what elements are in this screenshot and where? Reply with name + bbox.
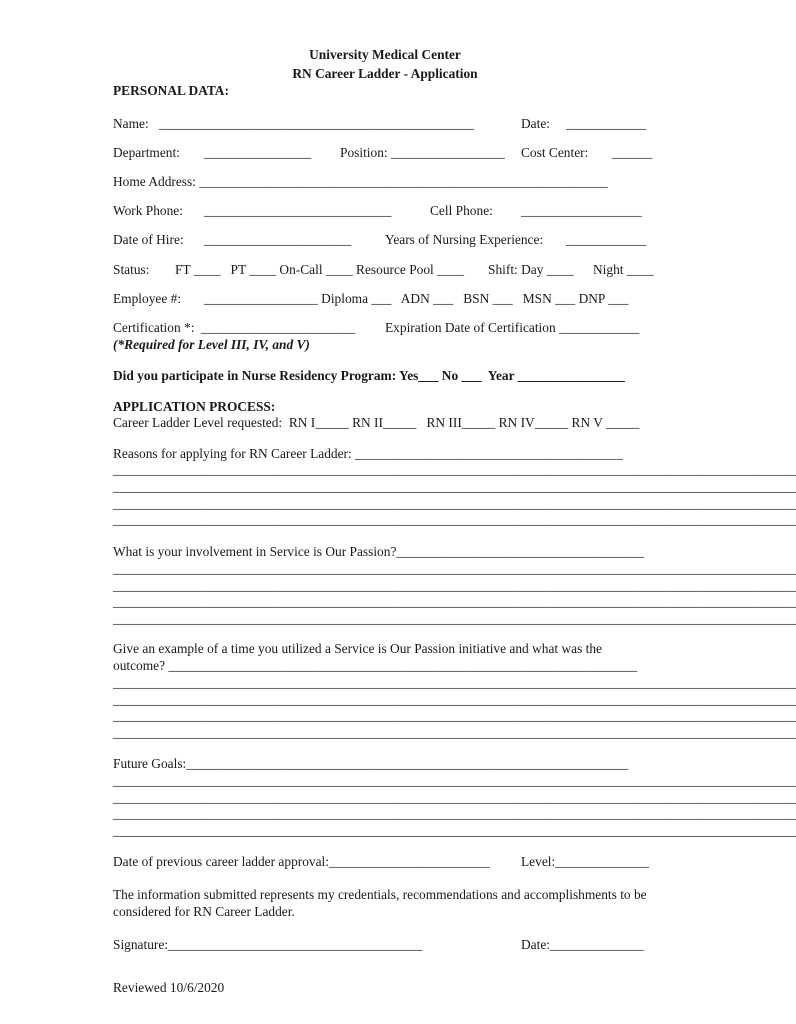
previous-approval-field[interactable]: Date of previous career ladder approval:________________________ xyxy=(113,854,490,869)
involvement-field[interactable]: What is your involvement in Service is Our Passion?_____________________________________ xyxy=(113,544,645,559)
example-answer-line[interactable]: ______________________________________________________________________________________________________ xyxy=(113,692,796,707)
cost-center-field[interactable]: ______ xyxy=(612,145,653,160)
example-answer-line[interactable]: ______________________________________________________________________________________________________ xyxy=(113,675,796,690)
department-label: Department: xyxy=(113,145,180,160)
status-label: Status: xyxy=(113,262,150,277)
cell-phone-label: Cell Phone: xyxy=(430,203,493,218)
involvement-answer-line[interactable]: ______________________________________________________________________________________________________ xyxy=(113,611,796,626)
example-answer-line[interactable]: ______________________________________________________________________________________________________ xyxy=(113,725,796,740)
name-label: Name: xyxy=(113,116,149,131)
personal-data-heading: PERSONAL DATA: xyxy=(113,83,229,98)
name-field[interactable]: _______________________________________________ xyxy=(159,116,474,131)
future-goals-answer-line[interactable]: ______________________________________________________________________________________________________ xyxy=(113,806,796,821)
attestation-statement: The information submitted represents my credentials, recommendations and accomplishments to be considered for RN Career Ladder. xyxy=(113,887,647,919)
hire-date-label: Date of Hire: xyxy=(113,232,184,247)
reviewed-date: Reviewed 10/6/2020 xyxy=(113,980,225,995)
shift-night-field[interactable]: Night ____ xyxy=(593,262,654,277)
organization-name: University Medical Center xyxy=(309,47,461,62)
signature-date-field[interactable]: Date:______________ xyxy=(521,937,644,952)
nursing-years-label: Years of Nursing Experience: xyxy=(385,232,544,247)
certification-expiration-field[interactable]: Expiration Date of Certification ____________ xyxy=(385,320,640,335)
position-field[interactable]: Position: _________________ xyxy=(340,145,505,160)
certification-field[interactable]: Certification *: _______________________ xyxy=(113,320,356,335)
form-title: RN Career Ladder - Application xyxy=(292,66,478,81)
home-address-field[interactable]: Home Address: _____________________________________________________________ xyxy=(113,174,608,189)
required-note: (*Required for Level III, IV, and V) xyxy=(113,337,310,352)
example-question: Give an example of a time you utilized a Service is Our Passion initiative and what was the xyxy=(113,641,603,656)
example-field[interactable]: outcome? ______________________________________________________________________ xyxy=(113,658,638,673)
reasons-field[interactable]: Reasons for applying for RN Career Ladder: ________________________________________ xyxy=(113,446,623,461)
employee-number-label: Employee #: xyxy=(113,291,182,306)
reasons-answer-line[interactable]: ______________________________________________________________________________________________________ xyxy=(113,479,796,494)
reasons-answer-line[interactable]: ______________________________________________________________________________________________________ xyxy=(113,512,796,527)
involvement-answer-line[interactable]: ______________________________________________________________________________________________________ xyxy=(113,561,796,576)
reasons-answer-line[interactable]: ______________________________________________________________________________________________________ xyxy=(113,496,796,511)
date-label: Date: xyxy=(521,116,550,131)
future-goals-answer-line[interactable]: ______________________________________________________________________________________________________ xyxy=(113,823,796,838)
signature-field[interactable]: Signature:______________________________________ xyxy=(113,937,423,952)
date-field[interactable]: ____________ xyxy=(566,116,647,131)
future-goals-field[interactable]: Future Goals:__________________________________________________________________ xyxy=(113,756,629,771)
residency-question[interactable]: Did you participate in Nurse Residency Program: Yes___ No ___ Year ________________ xyxy=(113,368,625,383)
department-field[interactable]: ________________ xyxy=(204,145,312,160)
cell-phone-field[interactable]: __________________ xyxy=(521,203,642,218)
involvement-answer-line[interactable]: ______________________________________________________________________________________________________ xyxy=(113,578,796,593)
shift-day-field[interactable]: Shift: Day ____ xyxy=(488,262,574,277)
future-goals-answer-line[interactable]: ______________________________________________________________________________________________________ xyxy=(113,790,796,805)
involvement-answer-line[interactable]: ______________________________________________________________________________________________________ xyxy=(113,594,796,609)
career-level-options[interactable]: Career Ladder Level requested: RN I_____ RN II_____ RN III_____ RN IV_____ RN V _____ xyxy=(113,415,640,430)
level-field[interactable]: Level:______________ xyxy=(521,854,649,869)
reasons-answer-line[interactable]: ______________________________________________________________________________________________________ xyxy=(113,462,796,477)
work-phone-field[interactable]: ____________________________ xyxy=(204,203,392,218)
cost-center-label: Cost Center: xyxy=(521,145,589,160)
application-process-heading: APPLICATION PROCESS: xyxy=(113,399,276,414)
status-options[interactable]: FT ____ PT ____ On-Call ____ Resource Pool ____ xyxy=(175,262,464,277)
employee-degree-options[interactable]: _________________ Diploma ___ ADN ___ BSN ___ MSN ___ DNP ___ xyxy=(204,291,629,306)
work-phone-label: Work Phone: xyxy=(113,203,183,218)
example-answer-line[interactable]: ______________________________________________________________________________________________________ xyxy=(113,708,796,723)
hire-date-field[interactable]: ______________________ xyxy=(204,232,352,247)
nursing-years-field[interactable]: ____________ xyxy=(566,232,647,247)
future-goals-answer-line[interactable]: ______________________________________________________________________________________________________ xyxy=(113,773,796,788)
